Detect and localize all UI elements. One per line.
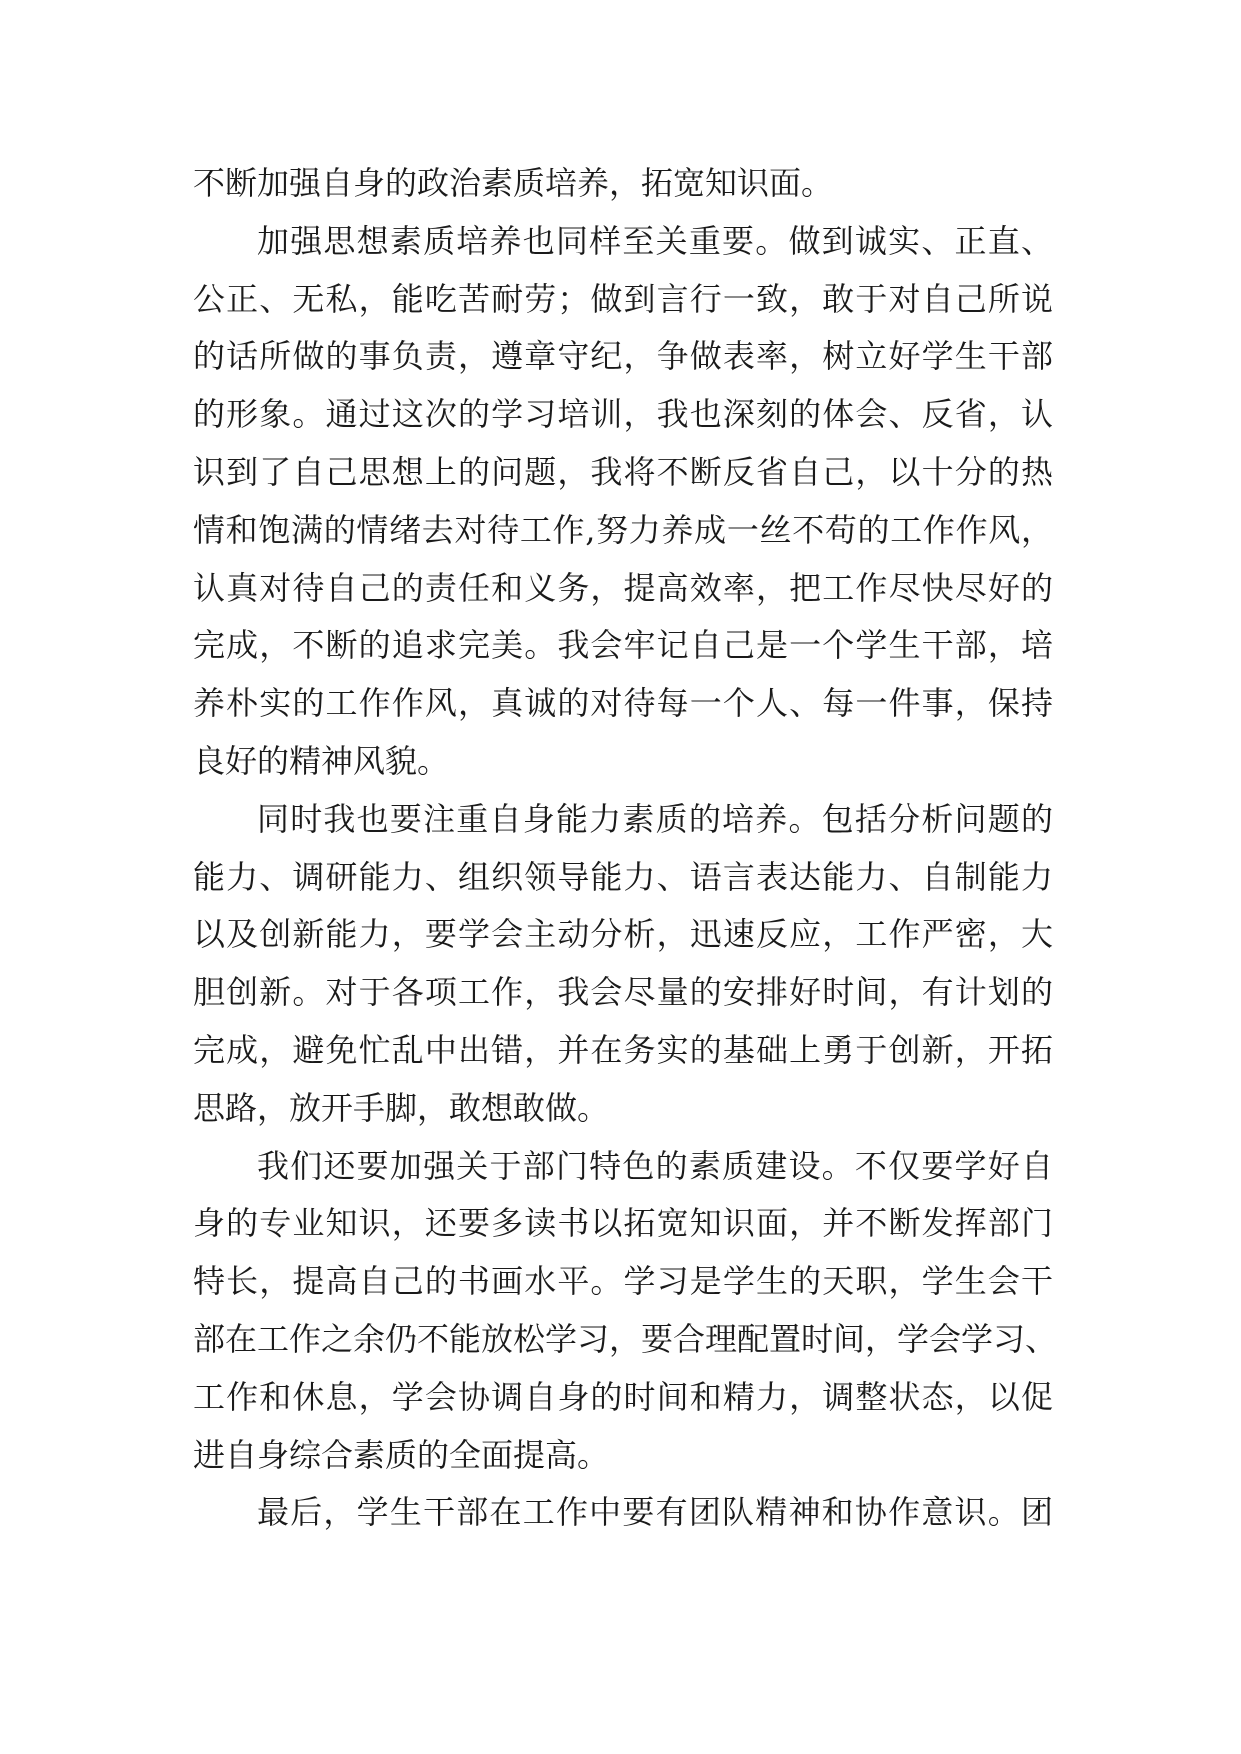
paragraph-3-line-6: 思路，放开手脚，敢想敢做。 <box>193 1088 610 1127</box>
paragraph-2-line-7: 认真对待自己的责任和义务，提高效率，把工作尽快尽好的 <box>193 568 1053 607</box>
paragraph-3-line-5: 完成，避免忙乱中出错，并在务实的基础上勇于创新，开拓 <box>193 1030 1053 1069</box>
paragraph-4-line-3: 特长，提高自己的书画水平。学习是学生的天职，学生会干 <box>193 1262 1053 1301</box>
paragraph-2-line-9: 养朴实的工作作风，真诚的对待每一个人、每一件事，保持 <box>193 684 1053 723</box>
paragraph-4-line-2: 身的专业知识，还要多读书以拓宽知识面，并不断发挥部门 <box>193 1204 1053 1243</box>
body-text <box>193 155 1058 1542</box>
paragraph-3-line-2: 能力、调研能力、组织领导能力、语言表达能力、自制能力 <box>193 857 1053 896</box>
paragraph-2-line-5: 识到了自己思想上的问题，我将不断反省自己，以十分的热 <box>193 452 1053 491</box>
paragraph-3-line-1: 同时我也要注重自身能力素质的培养。包括分析问题的 <box>257 799 1053 838</box>
paragraph-4-line-1: 我们还要加强关于部门特色的素质建设。不仅要学好自 <box>257 1146 1053 1185</box>
paragraph-1-line-1: 不断加强自身的政治素质培养，拓宽知识面。 <box>193 164 834 202</box>
paragraph-2-line-3: 的话所做的事负责，遵章守纪，争做表率，树立好学生干部 <box>193 337 1053 376</box>
paragraph-2-line-2: 公正、无私，能吃苦耐劳；做到言行一致，敢于对自己所说 <box>193 279 1053 318</box>
paragraph-2-line-6: 情和饱满的情绪去对待工作,努力养成一丝不苟的工作作风， <box>193 510 1053 549</box>
paragraph-3-line-4: 胆创新。对于各项工作，我会尽量的安排好时间，有计划的 <box>193 973 1053 1012</box>
paragraph-4-line-4: 部在工作之余仍不能放松学习，要合理配置时间，学会学习、 <box>193 1319 1058 1358</box>
paragraph-4-line-6: 进自身综合素质的全面提高。 <box>193 1435 610 1474</box>
paragraph-4-line-5: 工作和休息，学会协调自身的时间和精力，调整状态，以促 <box>193 1377 1053 1416</box>
paragraph-2-line-4: 的形象。通过这次的学习培训，我也深刻的体会、反省，认 <box>193 395 1053 434</box>
paragraph-2-line-1: 加强思想素质培养也同样至关重要。做到诚实、正直、 <box>257 221 1053 260</box>
paragraph-2-line-10: 良好的精神风貌。 <box>193 741 450 780</box>
paragraph-5-line-1: 最后，学生干部在工作中要有团队精神和协作意识。团 <box>257 1493 1053 1532</box>
paragraph-3-line-3: 以及创新能力，要学会主动分析，迅速反应，工作严密，大 <box>193 915 1053 954</box>
paragraph-2-line-8: 完成，不断的追求完美。我会牢记自己是一个学生干部，培 <box>193 626 1053 665</box>
